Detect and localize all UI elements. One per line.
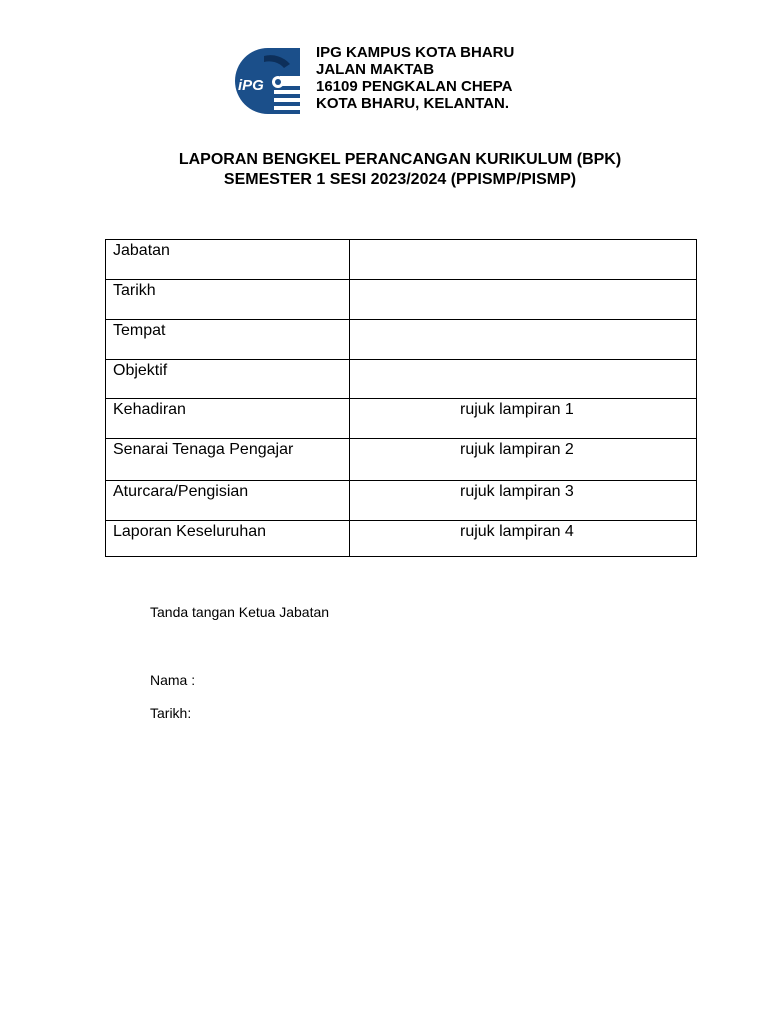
address-line-2: JALAN MAKTAB xyxy=(316,61,435,78)
row-label: Jabatan xyxy=(106,240,350,280)
table-row xyxy=(106,399,697,439)
report-title-line-2: SEMESTER 1 SESI 2023/2024 (PPISMP/PISMP) xyxy=(223,171,577,188)
table-row xyxy=(106,320,697,360)
table-row xyxy=(106,360,697,399)
report-title xyxy=(0,150,768,190)
institution-address xyxy=(316,44,514,112)
address-line-4: KOTA BHARU, KELANTAN. xyxy=(316,95,510,112)
table-row xyxy=(106,280,697,320)
row-value: rujuk lampiran 3 xyxy=(350,481,697,521)
row-label: Kehadiran xyxy=(106,399,350,439)
logo-text: iPG xyxy=(238,77,264,94)
address-line-3: 16109 PENGKALAN CHEPA xyxy=(316,78,513,95)
table-row xyxy=(106,240,697,280)
row-label: Objektif xyxy=(106,360,350,399)
date-label: Tarikh: xyxy=(150,705,192,721)
ipg-logo xyxy=(234,46,302,116)
row-value: rujuk lampiran 4 xyxy=(350,521,697,557)
row-value xyxy=(350,280,697,320)
row-value xyxy=(350,240,697,280)
address-line-1: IPG KAMPUS KOTA BHARU xyxy=(316,44,515,61)
report-info-table xyxy=(105,239,697,557)
row-label: Aturcara/Pengisian xyxy=(106,481,350,521)
row-label: Laporan Keseluruhan xyxy=(106,521,350,557)
table-row xyxy=(106,439,697,481)
row-label: Tarikh xyxy=(106,280,350,320)
report-title-line-1: LAPORAN BENGKEL PERANCANGAN KURIKULUM (BPK) xyxy=(178,151,622,168)
row-label: Tempat xyxy=(106,320,350,360)
row-value: rujuk lampiran 2 xyxy=(350,439,697,481)
name-label: Nama : xyxy=(150,672,196,688)
row-value: rujuk lampiran 1 xyxy=(350,399,697,439)
row-label: Senarai Tenaga Pengajar xyxy=(106,439,350,481)
table-row xyxy=(106,521,697,557)
table-row xyxy=(106,481,697,521)
row-value xyxy=(350,320,697,360)
signature-label: Tanda tangan Ketua Jabatan xyxy=(150,604,330,620)
row-value xyxy=(350,360,697,399)
